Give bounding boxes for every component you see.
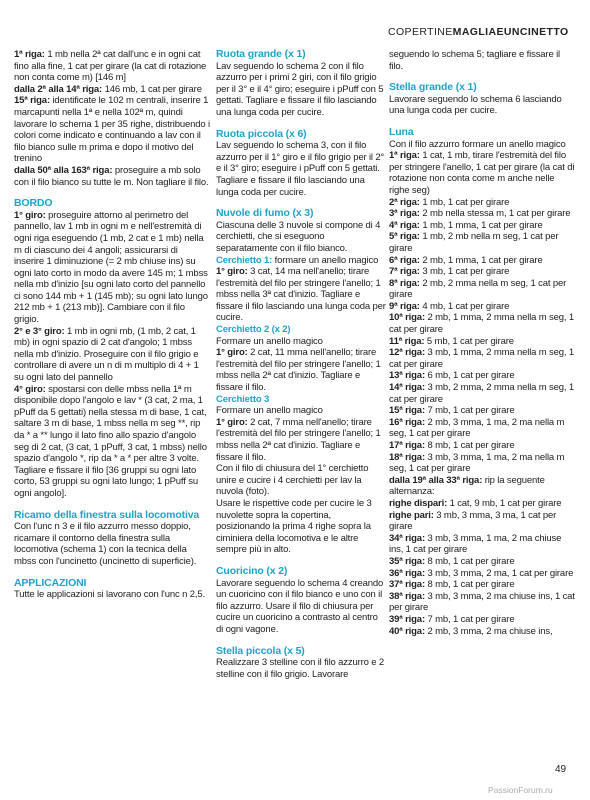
- list-item: [389, 533, 576, 556]
- paragraph: [14, 165, 210, 188]
- row-label: 37ª riga:: [389, 579, 425, 591]
- paragraph: [216, 255, 387, 267]
- row-label: 12ª riga:: [389, 347, 425, 359]
- section-heading-applicazioni: APPLICAZIONI: [14, 576, 87, 589]
- row-label: 15ª riga:: [389, 405, 425, 417]
- row-label: dalla 50ª alla 163ª riga:: [14, 164, 113, 176]
- paragraph: Formare un anello magico: [216, 335, 323, 347]
- list-item: [389, 197, 576, 209]
- row-label: 6ª riga:: [389, 254, 420, 266]
- list-item: [389, 440, 576, 452]
- column-2: [216, 49, 387, 680]
- row-text: 3 cat, 14 ma nell'anello; tirare l'estremità del filo per stringere l'anello; 1 mbss nella 3ª cat d'inizio. Tagliare e fissare il filo lasciando una lunga coda per cucire.: [216, 266, 386, 324]
- section-heading-ruota-grande: Ruota grande (x 1): [216, 48, 306, 60]
- row-text: 3 mb, 3 mma, 3 ma, 1 cat per girare: [389, 509, 557, 533]
- paragraph: Usare le rispettive code per cucire le 3 nuvolette sopra la copertina, posizionando la prima 4 righe sopra la ciminiera della locomotiva e le altre sempre più in alto.: [216, 497, 372, 556]
- paragraph: [14, 384, 210, 465]
- row-label: 2° e 3° giro:: [14, 325, 65, 337]
- row-text: proseguire attorno al perimetro del pannello, lav 1 mb in ogni m e nell'estremità di ogni riga eseguendo (1 mb, 2 cat e 1 mb) nella m di ciascuno dei 4 angoli; assicurarsi di inserire 1 diminuzione (= 2 mb chiuse ins) su ogni lato corto in modo da avere 145 m; 1 mbss nella mb d'inizio [su ogni lato corto del pannello ci sono 144 mb + 1 (145 mb); su ogni lato lungo 212 mb + 1 (213 mb)]. Cambiare con il filo grigio.: [14, 209, 208, 326]
- row-text: 3 mb, 3 mma, 2 ma, 1 cat per girare: [424, 567, 574, 579]
- row-label: 3ª riga:: [389, 208, 420, 220]
- row-text: 3 mb, 3 mma, 1 ma, 2 ma chiuse ins, 1 cat per girare: [389, 532, 562, 556]
- row-label: 1ª riga:: [14, 49, 45, 60]
- row-text: 3 mb, 2 mma, 2 mma nella m seg, 1 cat per girare: [389, 382, 575, 405]
- header-magazine: MAGLIAEUNCINETTO: [452, 26, 569, 38]
- list-item: [389, 626, 576, 638]
- row-label: 13ª riga:: [389, 370, 425, 382]
- row-label: 14ª riga:: [389, 382, 425, 394]
- list-item: [389, 220, 576, 232]
- row-text: 8 mb, 1 cat per girare: [424, 579, 515, 591]
- row-text: spostarsi con delle mbss nella 1ª m disponibile dopo l'angolo e lav * (3 cat, 2 ma, 1 pPuff da 5 gettati) nella stessa m di base, 1 cat, saltare 3 m di base, 1 mbss nella m seg **, rip da * a ** lungo il lato fino allo spazio d'angolo seg di 2 cat, (3 cat, 1 pPuff, 3 cat, 1 mbss) nello spazio d'angolo *, rip da * a * per altre 3 volte.: [14, 383, 207, 465]
- list-item: [389, 614, 576, 626]
- section-heading-stella-grande: Stella grande (x 1): [389, 81, 477, 94]
- row-text: 1 mb, 1 cat per girare: [419, 196, 510, 208]
- list-item: [389, 312, 576, 335]
- paragraph: [14, 326, 210, 384]
- row-text: 2 mb, 1 mma, 2 mma nella m seg, 1 cat per girare: [389, 312, 575, 336]
- section-heading-nuvole: Nuvole di fumo (x 3): [216, 207, 314, 220]
- header-copertine: COPERTINE: [388, 26, 453, 38]
- row-text: identificate le 102 m centrali, inserire 1 marcapunti nella 1ª e nella 102ª m, quindi lavorare lo schema 1 per 35 righe, distribuendo i colori come indicato e continuando a lav con il filo bianco sulle m prima e dopo il motivo del trenino: [14, 95, 210, 165]
- row-text: 1 cat, 1 mb, tirare l'estremità del filo per stringere l'anello, 1 cat per girare (la cat di rotazione non conta come m anche nelle righe seg): [389, 150, 575, 196]
- row-label: 11ª riga:: [389, 335, 425, 347]
- row-label: 5ª riga:: [389, 231, 420, 243]
- row-text: 1 mb nella 2ª cat dall'unc e in ogni cat fino alla fine, 1 cat per girare (la cat di rotazione non conta come m) [146 m]: [14, 49, 207, 84]
- row-text: 7 mb, 1 cat per girare: [424, 613, 515, 625]
- row-label: 34ª riga:: [389, 532, 425, 544]
- list-item: [389, 382, 576, 405]
- paragraph: [216, 417, 387, 463]
- list-item: [389, 498, 576, 510]
- paragraph: Con il filo di chiusura del 1° cerchietto unire e cucire i 4 cerchietti per lav la nuvola (foto).: [216, 463, 369, 498]
- row-label: dalla 19ª alla 33ª riga:: [389, 474, 483, 486]
- list-item: [389, 579, 576, 591]
- subheading-cerchietto-2: Cerchietto 2 (x 2): [216, 324, 291, 336]
- column-3: [389, 49, 576, 637]
- section-heading-bordo: BORDO: [14, 197, 53, 210]
- column-1: [14, 49, 210, 601]
- row-label: righe pari:: [389, 509, 434, 521]
- list-item: [389, 255, 576, 267]
- row-text: 1 cat, 9 mb, 1 cat per girare: [447, 497, 562, 509]
- paragraph: Lavorare seguendo lo schema 6 lasciando una lunga coda per cucire.: [389, 93, 562, 117]
- row-label: 35ª riga:: [389, 555, 425, 567]
- paragraph: seguendo lo schema 5; tagliare e fissare il filo.: [389, 49, 560, 72]
- list-item: [389, 278, 576, 301]
- row-text: 1 mb, 1 mma, 1 cat per girare: [419, 219, 543, 231]
- row-text: 5 mb, 1 cat per girare: [424, 335, 514, 347]
- luna-rows-list: [389, 150, 576, 637]
- row-text: 4 mb, 1 cat per girare: [419, 300, 510, 312]
- list-item: [389, 417, 576, 440]
- paragraph: Con il filo azzurro formare un anello magico: [389, 138, 566, 150]
- row-text: 2 cat, 7 mma nell'anello; tirare l'estremità del filo per stringere l'anello; 1 mbss nella 2ª cat d'inizio. Tagliare e fissare il filo.: [216, 416, 381, 463]
- list-item: [389, 475, 576, 498]
- list-item: [389, 370, 576, 382]
- row-label: 7ª riga:: [389, 266, 420, 278]
- list-item: [389, 208, 576, 220]
- row-text: proseguire a mb solo con il filo bianco su tutte le m. Non tagliare il filo.: [14, 164, 209, 188]
- row-label: 40ª riga:: [389, 625, 425, 637]
- row-text: 2 cat, 11 mma nell'anello; tirare l'estremità del filo per stringere l'anello; 1 mbss nella 2ª cat d'inizio. Tagliare e fissare il filo.: [216, 347, 381, 394]
- list-item: [389, 266, 576, 278]
- row-text: 2 mb nella stessa m, 1 cat per girare: [419, 208, 571, 220]
- row-label: 8ª riga:: [389, 277, 420, 289]
- row-text: 8 mb, 1 cat per girare: [424, 555, 515, 567]
- list-item: [389, 150, 576, 196]
- section-heading-stella-piccola: Stella piccola (x 5): [216, 644, 305, 657]
- paragraph: [14, 49, 210, 84]
- list-item: [389, 568, 576, 580]
- running-header: [388, 26, 578, 38]
- paragraph: Con l'unc n 3 e il filo azzurro messo doppio, ricamare il contorno della finestra sulla locomotiva (schema 1) con la tecnica della mbss con l'uncinetto (uncinetto di superficie).: [14, 521, 197, 567]
- paragraph: Realizzare 3 stelline con il filo azzurro e 2 stelline con il filo grigio. Lavorare: [216, 657, 385, 680]
- row-label: 2ª riga:: [389, 196, 420, 208]
- list-item: [389, 336, 576, 348]
- row-label: 1° giro:: [216, 347, 248, 359]
- list-item: [389, 591, 576, 614]
- row-label: 36ª riga:: [389, 567, 425, 579]
- row-label: 1ª riga:: [389, 150, 420, 162]
- row-text: 2 mb, 3 mma, 2 ma chiuse ins,: [424, 625, 553, 637]
- paragraph: Tagliare e fissare il filo [36 gruppi su ogni lato corto, 53 gruppi su ogni lato lungo; 1 pPuff su ogni angolo].: [14, 464, 198, 499]
- row-text: 6 mb, 1 cat per girare: [424, 370, 515, 382]
- list-item: [389, 405, 576, 417]
- row-text: 1 mb in ogni mb, (1 mb, 2 cat, 1 mb) in ogni spazio di 2 cat d'angolo; 1 mbss nella mb d'inizio. Proseguire con il filo grigio e controllare di avere un n di m multiplo di 4 + 1 su ogni lato del pannello: [14, 325, 199, 384]
- row-text: formare un anello magico: [272, 254, 379, 266]
- subheading-cerchietto-3: Cerchietto 3: [216, 393, 270, 405]
- row-label: 16ª riga:: [389, 416, 425, 428]
- row-text: 3 mb, 1 mma, 2 mma nella m seg, 1 cat per girare: [389, 347, 575, 370]
- row-label: 4ª riga:: [389, 219, 420, 231]
- section-heading-cuoricino: Cuoricino (x 2): [216, 564, 288, 577]
- paragraph: [216, 347, 387, 393]
- row-label: 1° giro:: [14, 209, 46, 221]
- row-label: 9ª riga:: [389, 300, 420, 312]
- row-label: 10ª riga:: [389, 312, 425, 324]
- row-label: righe dispari:: [389, 497, 448, 509]
- subheading-cerchietto-1: Cerchietto 1:: [216, 254, 273, 266]
- paragraph: Lavorare seguendo lo schema 4 creando un cuoricino con il filo bianco e uno con il filo azzurro. Usare il filo di chiusura per cucire un cuoricino a contrasto al centro di ogni vagone.: [216, 577, 384, 635]
- row-label: 1° giro:: [216, 416, 248, 428]
- page-number: 49: [555, 764, 567, 775]
- paragraph: Lav seguendo lo schema 2 con il filo azzurro per i primi 2 giri, con il filo grigio per il 3° e il 4° giro; eseguire i pPuff con 5 gettati. Tagliare e fissare il filo lasciando una lunga coda per cucire.: [216, 60, 384, 118]
- list-item: [389, 452, 576, 475]
- row-label: dalla 2ª alla 14ª riga:: [14, 83, 103, 95]
- list-item: [389, 510, 576, 533]
- list-item: [389, 301, 576, 313]
- paragraph: [14, 210, 210, 326]
- list-item: [389, 231, 576, 254]
- row-text: 8 mb, 1 cat per girare: [424, 440, 515, 451]
- paragraph: Ciascuna delle 3 nuvole si compone di 4 cerchietti, che si eseguono separatamente con il filo bianco.: [216, 219, 381, 254]
- row-text: rip la seguente alternanza:: [389, 474, 545, 498]
- row-text: 3 mb, 3 mma, 1 ma, 2 ma nella m seg, 1 cat per girare: [389, 451, 565, 475]
- row-text: 7 mb, 1 cat per girare: [424, 405, 515, 417]
- section-heading-ruota-piccola: Ruota piccola (x 6): [216, 127, 307, 140]
- paragraph: Formare un anello magico: [216, 405, 323, 417]
- paragraph: [14, 84, 210, 96]
- paragraph: [14, 95, 210, 165]
- row-label: 38ª riga:: [389, 590, 425, 602]
- section-heading-luna: Luna: [389, 125, 414, 138]
- row-text: 146 mb, 1 cat per girare: [102, 83, 202, 95]
- row-text: 1 mb, 2 mb nella m seg, 1 cat per girare: [389, 231, 559, 254]
- row-label: 15ª riga:: [14, 95, 50, 107]
- row-text: 2 mb, 1 mma, 1 cat per girare: [419, 254, 543, 266]
- row-text: 3 mb, 3 mma, 2 ma chiuse ins, 1 cat per girare: [389, 590, 575, 614]
- list-item: [389, 347, 576, 370]
- row-label: 18ª riga:: [389, 451, 425, 463]
- row-label: 39ª riga:: [389, 613, 425, 625]
- paragraph: Lav seguendo lo schema 3, con il filo azzurro per il 1° giro e il filo grigio per il 2° e il 3° giro; eseguire i pPuff con 5 gettati. Tagliare e fissare il filo lasciando una lunga coda per cucire.: [216, 140, 385, 198]
- row-text: 2 mb, 3 mma, 1 ma, 2 ma nella m seg, 1 cat per girare: [389, 416, 565, 440]
- row-label: 4° giro:: [14, 383, 46, 395]
- paragraph: [216, 266, 387, 324]
- paragraph: Tutte le applicazioni si lavorano con l'unc n 2,5.: [14, 589, 205, 601]
- section-heading-ricamo: Ricamo della finestra sulla locomotiva: [14, 508, 200, 521]
- row-text: 2 mb, 2 mma nella m seg, 1 cat per girare: [389, 277, 567, 301]
- row-text: 3 mb, 1 cat per girare: [419, 266, 510, 278]
- row-label: 17ª riga:: [389, 440, 425, 451]
- watermark: PassionForum.ru: [488, 785, 553, 795]
- row-label: 1° giro:: [216, 266, 248, 278]
- list-item: [389, 556, 576, 568]
